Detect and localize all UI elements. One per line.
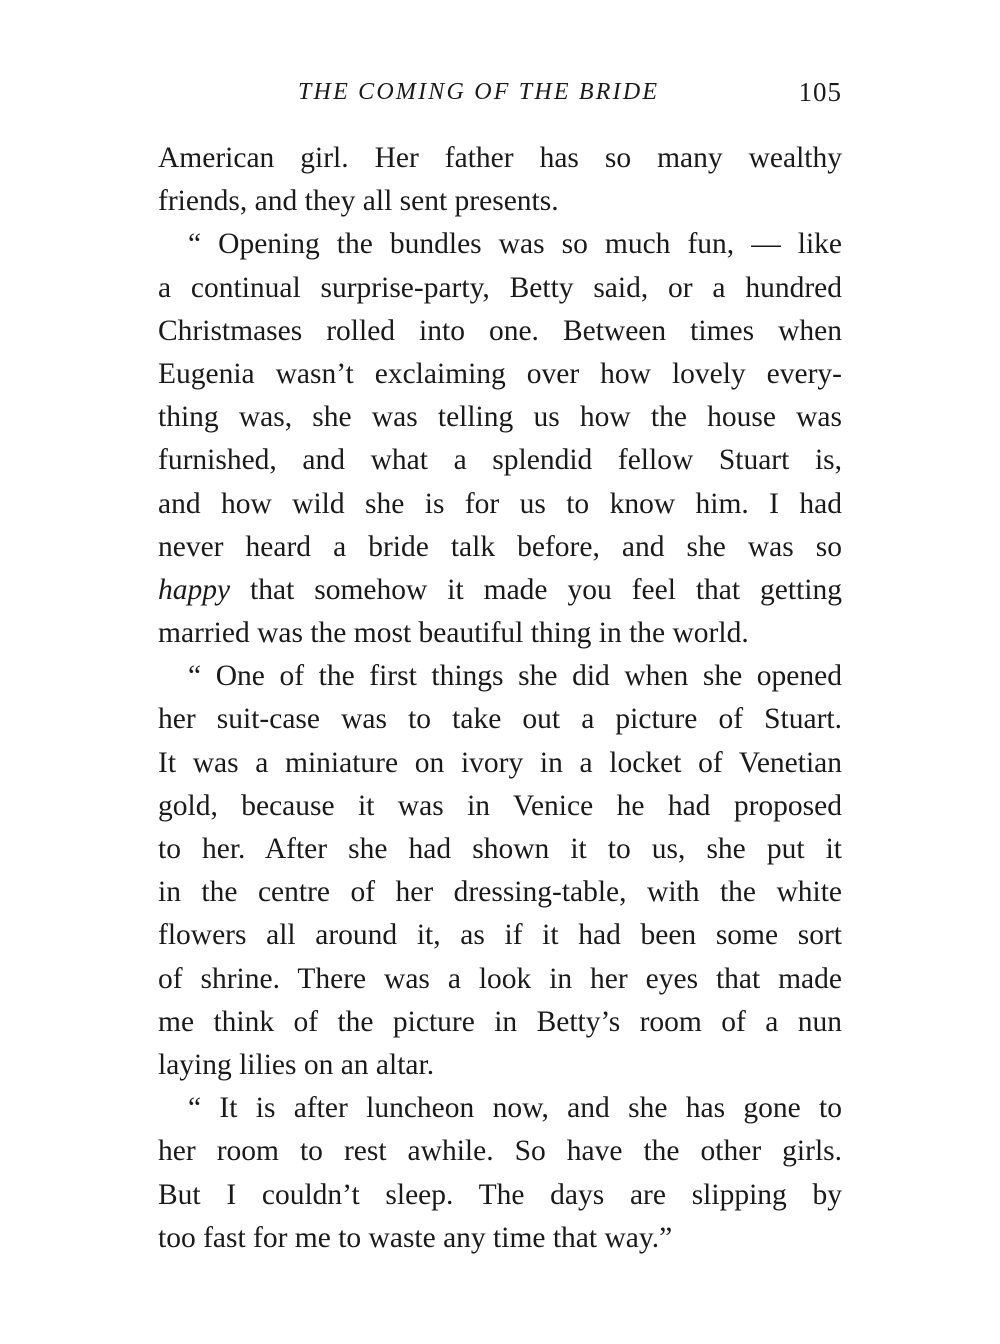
text-line: too fast for me to waste any time that way.” bbox=[158, 1221, 673, 1254]
page-number: 105 bbox=[798, 77, 842, 107]
text-line: of shrine. There was a look in her eyes that made bbox=[158, 962, 842, 995]
text-line: and how wild she is for us to know him. I had bbox=[158, 487, 842, 520]
text-line: friends, and they all sent presents. bbox=[158, 185, 559, 218]
text-line: It was a miniature on ivory in a locket of Venetian bbox=[158, 746, 842, 779]
text-line: happy that somehow it made you feel that getting bbox=[158, 573, 842, 606]
text-line: her room to rest awhile. So have the other girls. bbox=[158, 1135, 842, 1168]
body-text bbox=[158, 137, 842, 1260]
text-line: to her. After she had shown it to us, she put it bbox=[158, 833, 842, 865]
text-line: her suit-case was to take out a picture of Stuart. bbox=[158, 703, 842, 736]
text-line: “ One of the first things she did when she opened bbox=[188, 660, 842, 693]
running-head bbox=[158, 74, 842, 110]
text-line: gold, because it was in Venice he had proposed bbox=[158, 789, 842, 822]
text-line: flowers all around it, as if it had been some sort bbox=[158, 919, 842, 952]
text-line: Christmases rolled into one. Between times when bbox=[158, 314, 842, 347]
text-line: never heard a bride talk before, and she was so bbox=[158, 530, 842, 563]
text-line: “ It is after luncheon now, and she has gone to bbox=[188, 1092, 842, 1125]
text-line: laying lilies on an altar. bbox=[158, 1048, 435, 1081]
italic-emphasis: happy bbox=[158, 573, 231, 606]
running-title: THE COMING OF THE BRIDE bbox=[298, 79, 660, 105]
text-line: furnished, and what a splendid fellow Stuart is, bbox=[158, 444, 842, 477]
text-line: But I couldn’t sleep. The days are slipping by bbox=[158, 1178, 842, 1211]
text-line: American girl. Her father has so many wealthy bbox=[158, 142, 842, 174]
text-line: me think of the picture in Betty’s room of a nun bbox=[158, 1005, 842, 1038]
text-line: a continual surprise-party, Betty said, or a hundred bbox=[158, 271, 842, 304]
text-line: thing was, she was telling us how the house was bbox=[158, 401, 842, 434]
text-line: Eugenia wasn’t exclaiming over how lovely every- bbox=[158, 357, 842, 390]
text-line: “ Opening the bundles was so much fun, — like bbox=[188, 228, 842, 261]
text-line: in the centre of her dressing-table, with the white bbox=[158, 876, 842, 909]
text-line: married was the most beautiful thing in the world. bbox=[158, 617, 749, 650]
